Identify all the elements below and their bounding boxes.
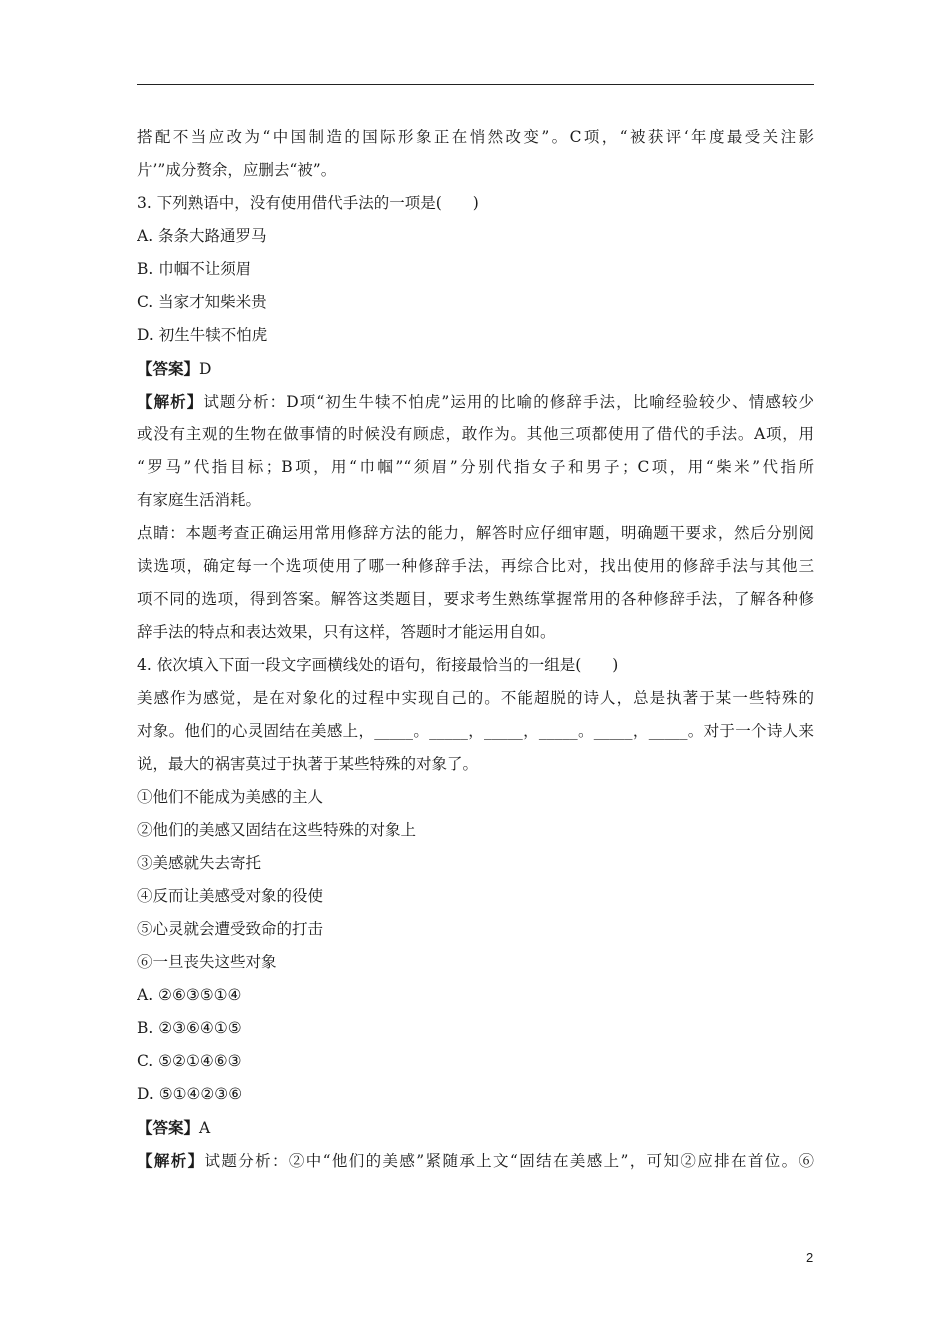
q4-option-b <box>137 1015 814 1048</box>
q3-analysis-line-2 <box>137 421 814 454</box>
q4-option-c <box>137 1048 814 1081</box>
q3-option-a-text: A. 条条大路通罗马 <box>137 227 267 245</box>
prev-analysis-line-2 <box>137 157 814 190</box>
prev-analysis-line-2-text: 片’”成分赘余，应删去“被”。 <box>137 161 337 179</box>
q3-answer <box>137 355 814 388</box>
q3-note-line-4 <box>137 619 814 652</box>
q3-note-line-2-text: 读选项，确定每一个选项使用了哪一种修辞手法，再综合比对，找出使用的修辞手法与其他三 <box>137 557 814 575</box>
page-content <box>137 124 814 1180</box>
q3-analysis-line-2-text: 或没有主观的生物在做事情的时候没有顾虑，敢作为。其他三项都使用了借代的手法。A项，用 <box>137 425 814 443</box>
q3-note-line-3 <box>137 586 814 619</box>
q3-analysis-line-1-text: 试题分析：D项“初生牛犊不怕虎”运用的比喻的修辞手法，比喻经验较少、情感较少 <box>203 393 814 411</box>
q3-option-c <box>137 289 814 322</box>
q4-item-2-text: ②他们的美感又固结在这些特殊的对象上 <box>137 821 417 839</box>
q4-item-5-text: ⑤心灵就会遭受致命的打击 <box>137 920 324 938</box>
q3-option-b-text: B. 巾帼不让须眉 <box>137 260 252 278</box>
q4-option-a-text: A. ②⑥③⑤①④ <box>137 986 242 1004</box>
q4-analysis-line-1 <box>137 1147 814 1180</box>
q4-answer <box>137 1114 814 1147</box>
q3-analysis-line-1 <box>137 388 814 421</box>
q4-item-5 <box>137 916 814 949</box>
q3-option-b <box>137 256 814 289</box>
q4-passage-line-1-text: 美感作为感觉，是在对象化的过程中实现自己的。不能超脱的诗人，总是执著于某一些特殊的 <box>137 689 814 707</box>
prev-analysis-line-1-text: 搭配不当应改为“中国制造的国际形象正在悄然改变”。C项，“被获评‘年度最受关注影 <box>137 128 814 146</box>
q4-answer-label: 【答案】 <box>137 1118 200 1137</box>
q3-option-d-text: D. 初生牛犊不怕虎 <box>137 326 268 344</box>
q4-passage-line-2 <box>137 718 814 751</box>
q3-analysis-line-3-text: “罗马”代指目标；B项，用“巾帼”“须眉”分别代指女子和男子；C项，用“柴米”代指所 <box>137 458 814 476</box>
q4-item-3 <box>137 850 814 883</box>
q3-option-a <box>137 223 814 256</box>
q4-item-6-text: ⑥一旦丧失这些对象 <box>137 953 277 971</box>
q4-item-4 <box>137 883 814 916</box>
q3-option-d <box>137 322 814 355</box>
q4-analysis-line-1-text: 试题分析：②中“他们的美感”紧随承上文“固结在美感上”，可知②应排在首位。⑥ <box>204 1152 814 1170</box>
q4-item-1 <box>137 784 814 817</box>
q4-option-c-text: C. ⑤②①④⑥③ <box>137 1052 242 1070</box>
q3-answer-text: D <box>199 360 212 378</box>
q4-option-d-text: D. ⑤①④②③⑥ <box>137 1085 243 1103</box>
q4-option-d <box>137 1081 814 1114</box>
q4-passage-line-3 <box>137 751 814 784</box>
q4-passage-line-1 <box>137 685 814 718</box>
q4-item-2 <box>137 817 814 850</box>
page-number: 2 <box>806 1250 814 1265</box>
q4-answer-text: A <box>199 1119 211 1137</box>
q3-stem-text: 3. 下列熟语中，没有使用借代手法的一项是( ) <box>137 194 479 212</box>
q4-item-3-text: ③美感就失去寄托 <box>137 854 262 872</box>
q3-analysis-line-4-text: 有家庭生活消耗。 <box>137 491 262 509</box>
q4-passage-line-3-text: 说，最大的祸害莫过于执著于某些特殊的对象了。 <box>137 755 479 773</box>
q4-analysis-line-1-label: 【解析】 <box>137 1151 205 1170</box>
q3-analysis-line-1-label: 【解析】 <box>137 392 204 411</box>
q3-stem <box>137 190 814 223</box>
q3-note-line-1-text: 点睛：本题考查正确运用常用修辞方法的能力，解答时应仔细审题，明确题干要求，然后分别阅 <box>137 524 814 542</box>
q4-passage-line-2-text: 对象。他们的心灵固结在美感上，_____。_____，_____，_____。_____，_____。对于一个诗人来 <box>137 722 814 740</box>
q4-stem-text: 4. 依次填入下面一段文字画横线处的语句，衔接最恰当的一组是( ) <box>137 656 619 674</box>
q3-option-c-text: C. 当家才知柴米贵 <box>137 293 267 311</box>
header-rule <box>137 84 814 85</box>
q4-option-b-text: B. ②③⑥④①⑤ <box>137 1019 242 1037</box>
q4-item-1-text: ①他们不能成为美感的主人 <box>137 788 324 806</box>
q4-item-6 <box>137 949 814 982</box>
q4-stem <box>137 652 814 685</box>
q3-answer-label: 【答案】 <box>137 359 200 378</box>
prev-analysis-line-1 <box>137 124 814 157</box>
q3-analysis-line-3 <box>137 454 814 487</box>
q3-note-line-2 <box>137 553 814 586</box>
q3-note-line-4-text: 辞手法的特点和表达效果，只有这样，答题时才能运用自如。 <box>137 623 556 641</box>
q3-analysis-line-4 <box>137 487 814 520</box>
q4-option-a <box>137 982 814 1015</box>
q3-note-line-3-text: 项不同的选项，得到答案。解答这类题目，要求考生熟练掌握常用的各种修辞手法，了解各种修 <box>137 590 814 608</box>
q4-item-4-text: ④反而让美感受对象的役使 <box>137 887 324 905</box>
q3-note-line-1 <box>137 520 814 553</box>
